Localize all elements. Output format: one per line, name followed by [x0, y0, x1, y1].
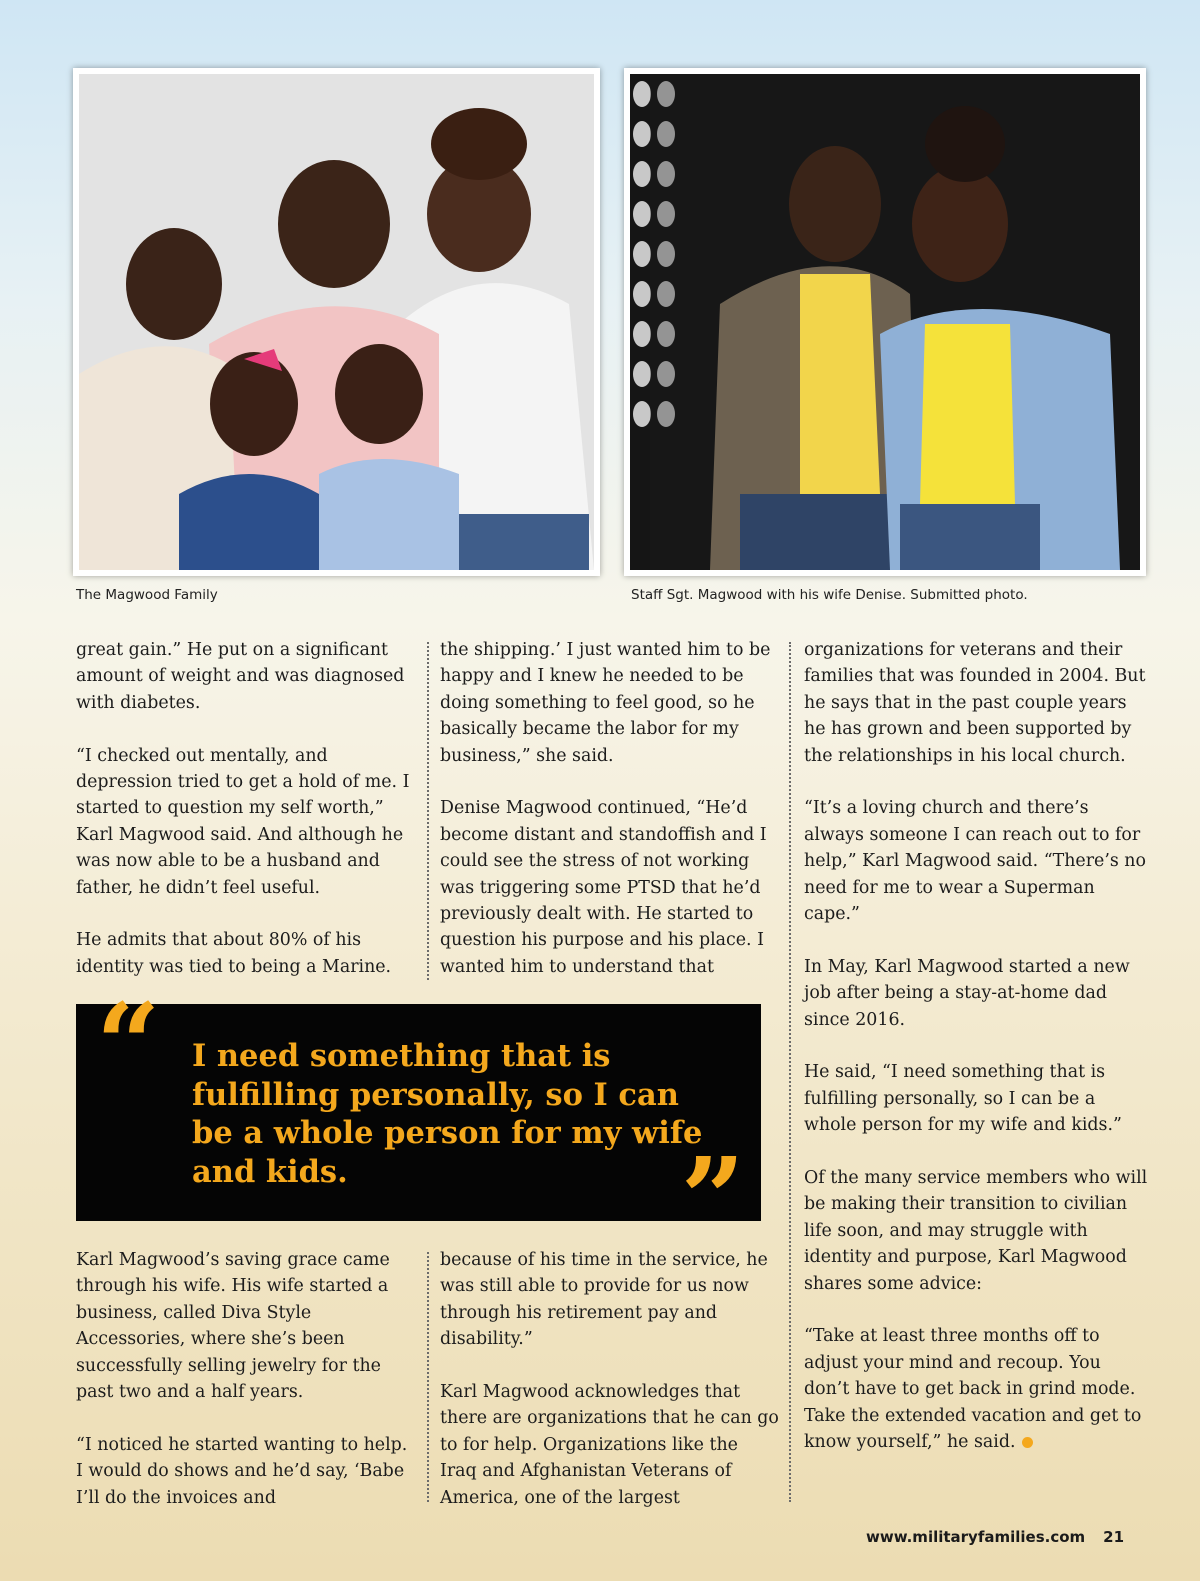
column-2-bottom — [440, 1247, 780, 1511]
end-mark-icon — [1022, 1437, 1033, 1448]
couple-photo — [624, 68, 1146, 576]
paragraph: Of the many service members who will be making their transition to civilian life soon, and may struggle with identity and purpose, Karl Magwood shares some advice: — [804, 1168, 1148, 1294]
paragraph: He said, “I need something that is fulfilling personally, so I can be a whole person for my wife and kids.” — [804, 1062, 1122, 1136]
paragraph: He admits that about 80% of his identity was tied to being a Marine. — [76, 930, 392, 977]
column-divider — [427, 1252, 429, 1502]
paragraph: Karl Magwood acknowledges that there are organizations that he can go to for help. Organizations like the Iraq and Afghanistan Veterans of America, one of the largest — [440, 1382, 779, 1508]
paragraph: because of his time in the service, he was still able to provide for us now through his retirement pay and disability.” — [440, 1250, 768, 1350]
paragraph: great gain.” He put on a significant amount of weight and was diagnosed with diabetes. — [76, 640, 405, 713]
paragraph: Karl Magwood’s saving grace came through his wife. His wife started a business, called Diva Style Accessories, where she’s been successfully selling jewelry for the past two and a half years. — [76, 1250, 390, 1403]
family-photo — [73, 68, 600, 576]
paragraph: Denise Magwood continued, “He’d become distant and standoffish and I could see the stress of not working was triggering some PTSD that he’d previously dealt with. He started to question his purpose and his place. I wanted him to understand that — [440, 798, 767, 977]
column-2-top — [440, 637, 780, 980]
paragraph: “I checked out mentally, and depression tried to get a hold of me. I started to question my self worth,” Karl Magwood said. And although he was now able to be a husband and father, he didn’t feel useful. — [76, 745, 410, 898]
paragraph-final — [804, 1323, 1149, 1455]
paragraph: the shipping.’ I just wanted him to be happy and I knew he needed to be doing something to feel good, so he basically became the labor for my business,” she said. — [440, 640, 771, 766]
column-1-bottom — [76, 1247, 411, 1511]
paragraph: “It’s a loving church and there’s always someone I can reach out to for help,” Karl Magwood said. “There’s no need for me to wear a Superman cape.” — [804, 798, 1146, 925]
final-paragraph-text: “Take at least three months off to adjust your mind and recoup. You don’t have to get back in grind mode. Take the extended vacation and get to know yourself,” he said. — [804, 1326, 1142, 1453]
family-photo-image — [79, 74, 594, 570]
pull-quote-text: I need something that is fulfilling personally, so I can be a whole person for my wife and kids. — [192, 1038, 703, 1190]
column-3 — [804, 637, 1149, 1456]
paragraph: organizations for veterans and their families that was founded in 2004. But he says that in the past couple years he has grown and been supported by the relationships in his local church. — [804, 640, 1146, 766]
page-number: 21 — [1103, 1528, 1125, 1546]
paragraph: “I noticed he started wanting to help. I would do shows and he’d say, ‘Babe I’ll do the invoices and — [76, 1434, 408, 1508]
couple-photo-caption: Staff Sgt. Magwood with his wife Denise. Submitted photo. — [631, 587, 1028, 603]
website-url: www.militaryfamilies.com — [866, 1528, 1086, 1546]
page-footer — [866, 1528, 1124, 1546]
pull-quote — [76, 980, 761, 1265]
family-photo-caption: The Magwood Family — [76, 587, 218, 603]
paragraph: In May, Karl Magwood started a new job after being a stay-at-home dad since 2016. — [804, 956, 1130, 1030]
column-divider — [427, 642, 429, 980]
open-quote-mark: “ — [96, 980, 161, 1111]
close-quote-mark: ” — [680, 1134, 745, 1265]
column-divider — [789, 642, 791, 1502]
column-1-top — [76, 637, 411, 980]
couple-photo-image — [630, 74, 1140, 570]
